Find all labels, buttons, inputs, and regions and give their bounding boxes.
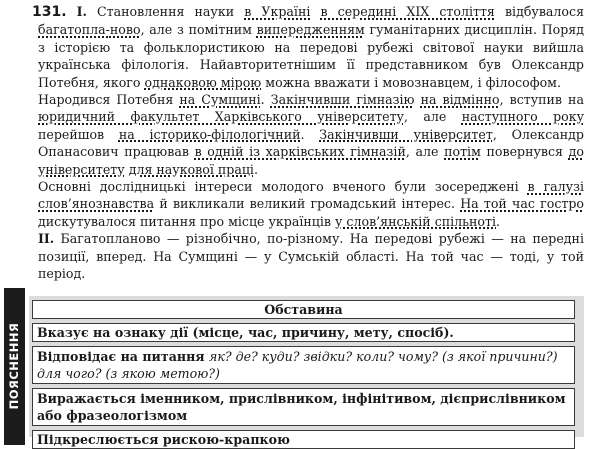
text-run: повернувся — [480, 144, 569, 160]
text-run: , Олександр Опанасович працював — [38, 126, 584, 160]
underlined-adverbial: потім — [444, 144, 481, 160]
underlined-adverbial: На той час гостро — [460, 196, 584, 212]
text-run: , але з помітним — [140, 22, 257, 38]
text-run: . — [253, 161, 258, 177]
table-row — [32, 346, 575, 384]
text-run: й викликали великий громадський інтерес. — [154, 196, 461, 212]
text-run: дискутувалося питання про місце українців — [38, 213, 336, 229]
text-run: можна вважати і мовознавцем, і філософом. — [261, 74, 561, 90]
part-2-label: II. — [38, 231, 55, 247]
exercise-131 — [4, 3, 584, 283]
underlined-adverbial: в Україні — [244, 4, 311, 19]
text-run — [310, 4, 320, 19]
underlined-adverbial: Закінчивши університет — [319, 126, 493, 142]
paragraph-1 — [4, 3, 584, 91]
explanation-table — [29, 296, 584, 447]
exercise-number: 131. — [32, 4, 67, 20]
table-row: Вказує на ознаку дії (місце, час, причину, мету, спосіб). — [32, 323, 575, 342]
text-run: , вступив на — [499, 92, 584, 108]
explanation-panel — [4, 288, 584, 445]
underlined-adverbial: для наукової праці — [128, 161, 254, 177]
underlined-adverbial: на Сумщині — [179, 92, 261, 108]
glossary-text: Багатопланово — різнобічно, по-різному. На передові рубежі — на передні позиції, вперед. На Сумщині — у Сумській області. На той час — тоді, у той період. — [38, 231, 584, 282]
text-run: . — [260, 92, 271, 108]
text-run: Основні дослідницькі інтереси молодого вченого були зосереджені — [38, 179, 528, 195]
underlined-adverbial: у слов’янській спільноті — [335, 213, 497, 229]
underlined-adverbial: багатопла- — [38, 22, 110, 38]
underlined-adverbial: випередженням — [256, 22, 365, 38]
table-row: Виражається іменником, прислівником, інфінітивом, дієприслівником або фразеологізмом — [32, 388, 575, 426]
underlined-adverbial: на відмінно — [420, 92, 500, 108]
underlined-adverbial: в галузі слов’янознавства — [38, 179, 584, 212]
underlined-adverbial: Закінчивши гімназію — [270, 92, 415, 108]
explanation-side-bar — [4, 288, 25, 445]
underlined-adverbial: юридичний факультет Харківського університету — [38, 109, 404, 125]
text-run: . — [496, 213, 501, 229]
text-run: Становлення науки — [97, 4, 245, 19]
underlined-adverbial: в одній із харківських гімназій — [194, 144, 406, 160]
underlined-adverbial: на історико-філологічний — [118, 126, 301, 142]
explanation-side-label: ПОЯСНЕННЯ — [7, 322, 21, 410]
underlined-adverbial: ново — [109, 22, 141, 38]
text-run: перейшов — [38, 126, 119, 142]
text-run: . — [300, 126, 320, 142]
table-row: Підкреслюється рискою-крапкою — [32, 430, 575, 449]
paragraph-3 — [4, 178, 584, 230]
table-header: Обставина — [32, 300, 575, 319]
row-questions: як? де? куди? звідки? коли? чому? (з якої причини?) для чого? (з якою метою?) — [37, 349, 558, 381]
text-run: , але — [405, 144, 445, 160]
text-run: , але — [403, 109, 462, 125]
underlined-adverbial: однаковою мірою — [144, 74, 262, 90]
text-run: Народився Потебня — [38, 92, 180, 108]
paragraph-4-glossary — [4, 230, 584, 282]
row-label: Відповідає на питання — [37, 349, 209, 364]
paragraph-2 — [4, 91, 584, 178]
underlined-adverbial: наступного року — [461, 109, 584, 125]
part-1-label: I. — [76, 4, 87, 19]
text-run: відбувалося — [494, 4, 585, 19]
underlined-adverbial: до університету — [38, 144, 584, 177]
text-run: гуманітарних дисциплін. Поряд з історією та фольклористикою на передові рубежі світової науки вийшла українська філологія. Найавторитетнішим її представником був Олександр Потебня, якого — [38, 22, 584, 90]
underlined-adverbial: в середині XIX століття — [320, 4, 495, 19]
